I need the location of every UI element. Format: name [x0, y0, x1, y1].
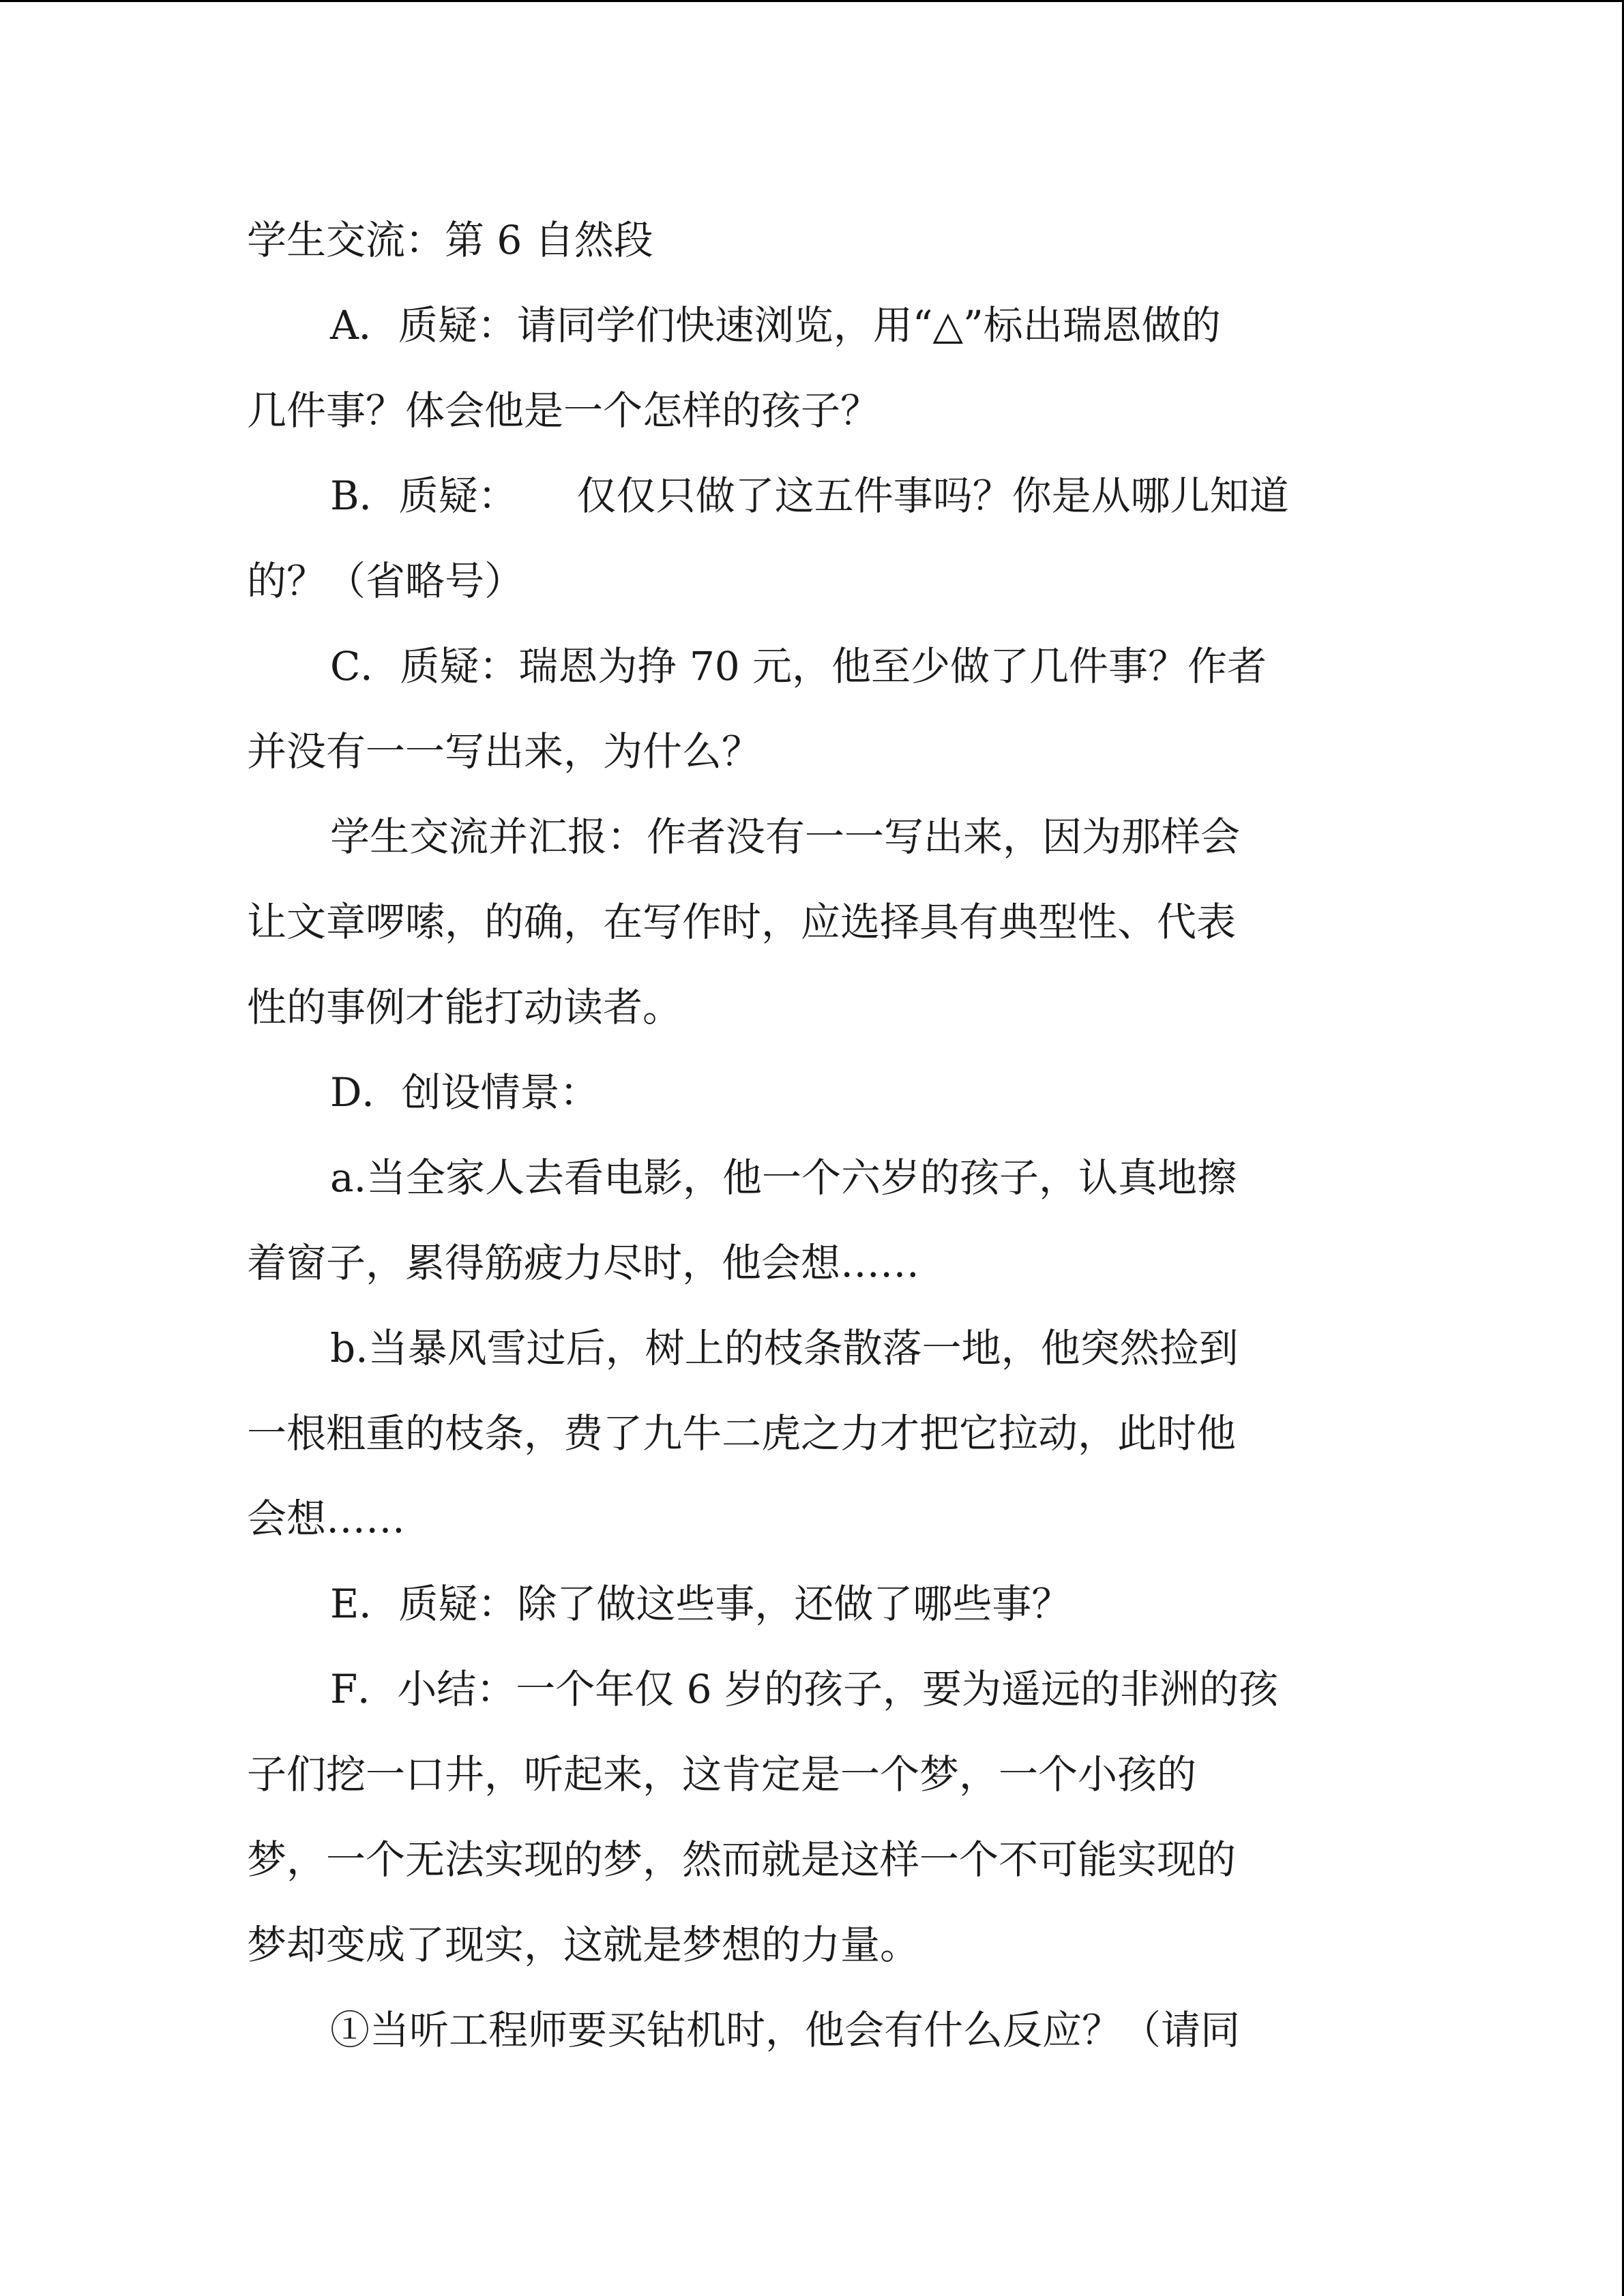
text-line: B．质疑： 仅仅只做了这五件事吗？你是从哪儿知道 [330, 473, 1289, 519]
text-line: F．小结：一个年仅 6 岁的孩子，要为遥远的非洲的孩 [330, 1666, 1279, 1712]
text-line: D．创设情景： [330, 1069, 600, 1116]
text-line: 几件事？体会他是一个怎样的孩子？ [247, 387, 881, 434]
text-line: 子们挖一口井，听起来，这肯定是一个梦，一个小孩的 [247, 1751, 1197, 1798]
text-line: 梦，一个无法实现的梦，然而就是这样一个不可能实现的 [247, 1836, 1237, 1883]
text-line: 并没有一一写出来，为什么？ [247, 728, 762, 775]
text-line: 让文章啰嗦，的确，在写作时，应选择具有典型性、代表 [247, 899, 1237, 945]
text-line: 学生交流：第 6 自然段 [247, 217, 653, 263]
text-line: 一根粗重的枝条，费了九牛二虎之力才把它拉动，此时他 [247, 1410, 1237, 1457]
text-line: ①当听工程师要买钻机时，他会有什么反应？（请同 [330, 2007, 1241, 2053]
text-line: 学生交流并汇报：作者没有一一写出来，因为那样会 [330, 814, 1241, 860]
document-body [247, 198, 1379, 2073]
text-line: a.当全家人去看电影，他一个六岁的孩子，认真地擦 [330, 1154, 1237, 1201]
text-line: A．质疑：请同学们快速浏览，用“△”标出瑞恩做的 [330, 302, 1221, 348]
text-line: C．质疑：瑞恩为挣 70 元，他至少做了几件事？作者 [330, 643, 1267, 689]
text-line: 会想…… [247, 1495, 406, 1542]
text-line: b.当暴风雪过后，树上的枝条散落一地，他突然捡到 [330, 1325, 1239, 1371]
text-line: 着窗子，累得筋疲力尽时，他会想…… [247, 1240, 920, 1286]
text-line: 梦却变成了现实，这就是梦想的力量。 [247, 1922, 920, 1968]
text-line: E．质疑：除了做这些事，还做了哪些事？ [330, 1581, 1072, 1627]
text-line: 性的事例才能打动读者。 [247, 984, 683, 1030]
text-line: 的？（省略号） [247, 558, 525, 604]
page-top-border [0, 0, 1624, 2]
